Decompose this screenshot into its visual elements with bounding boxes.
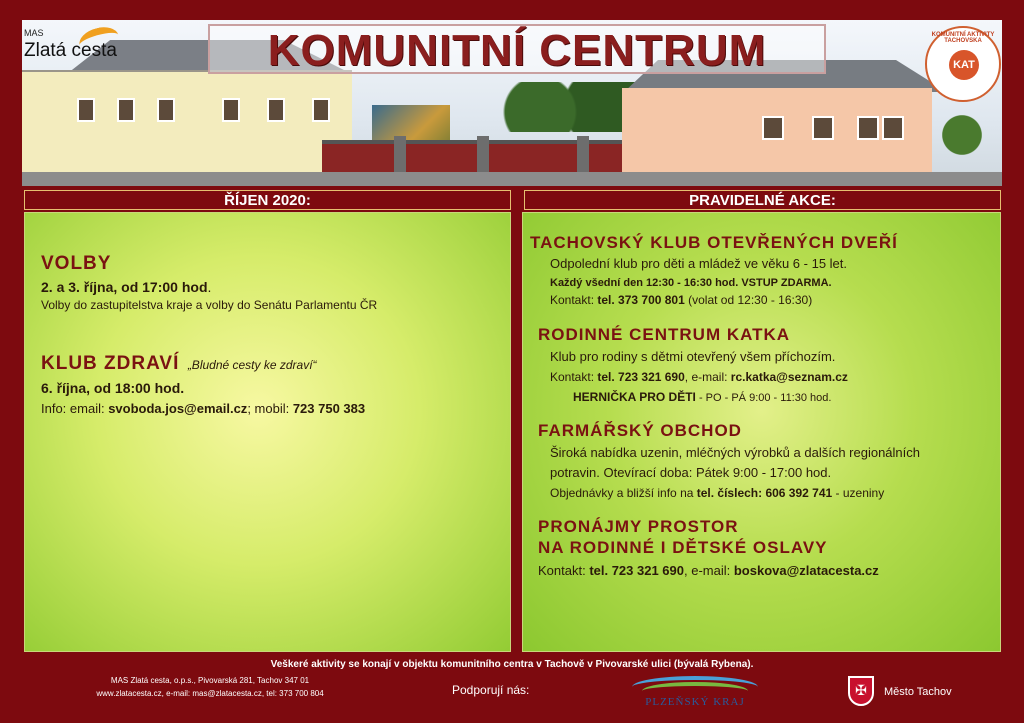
mesto-tachov-label: Město Tachov bbox=[884, 686, 952, 698]
farm-line3: Objednávky a bližší info na tel. číslech: 606 392 741 - uzeniny bbox=[550, 486, 885, 500]
footer-contact: www.zlatacesta.cz, e-mail: mas@zlatacesta.cz, tel: 373 700 804 bbox=[96, 689, 324, 698]
kat-logo: KOMUNITNÍ AKTIVITY TACHOVSKA KAT bbox=[925, 26, 1001, 102]
footer-note: Veškeré aktivity se konají v objektu komunitního centra v Tachově v Pivovarské ulici (bývalá Rybena). bbox=[270, 659, 754, 670]
regular-events-panel bbox=[522, 212, 1001, 652]
farm-title: FARMÁŘSKÝ OBCHOD bbox=[538, 421, 742, 440]
katka-line1: Klub pro rodiny s dětmi otevřený všem příchozím. bbox=[550, 349, 836, 364]
rental-contact: Kontakt: tel. 723 321 690, e-mail: boskova@zlatacesta.cz bbox=[538, 563, 879, 578]
regular-events-header: PRAVIDELNÉ AKCE: bbox=[524, 190, 1001, 210]
klub-date: 6. října, od 18:00 hod. bbox=[41, 380, 185, 396]
footer-address: MAS Zlatá cesta, o.p.s., Pivovarská 281, Tachov 347 01 bbox=[110, 676, 310, 685]
support-label: Podporují nás: bbox=[452, 683, 530, 697]
plzensky-kraj-logo: PLZEŇSKÝ KRAJ bbox=[632, 676, 758, 710]
volby-title: VOLBY bbox=[41, 253, 112, 274]
katka-title: RODINNÉ CENTRUM KATKA bbox=[538, 325, 791, 344]
katka-line3: HERNIČKA PRO DĚTI - PO - PÁ 9:00 - 11:30 hod. bbox=[573, 390, 832, 404]
rental-email[interactable]: boskova@zlatacesta.cz bbox=[733, 563, 879, 578]
klub-zdravi-heading: KLUB ZDRAVÍ „Bludné cesty ke zdraví“ bbox=[41, 353, 317, 374]
klub-email[interactable]: svoboda.jos@email.cz bbox=[108, 401, 248, 416]
tkod-line3: Kontakt: tel. 373 700 801 (volat od 12:30 - 16:30) bbox=[550, 293, 813, 307]
october-header: ŘÍJEN 2020: bbox=[24, 190, 511, 210]
mas-zlata-cesta-logo: MAS Zlatá cesta bbox=[24, 28, 124, 72]
tachov-coat-of-arms-icon: ✠ bbox=[848, 676, 874, 706]
tkod-title: TACHOVSKÝ KLUB OTEVŘENÝCH DVEŘÍ bbox=[530, 233, 898, 252]
klub-info: Info: email: svoboda.jos@email.cz; mobil: 723 750 383 bbox=[41, 401, 366, 416]
katka-line2: Kontakt: tel. 723 321 690, e-mail: rc.katka@seznam.cz bbox=[550, 370, 848, 384]
tkod-line2: Každý všední den 12:30 - 16:30 hod. VSTUP ZDARMA. bbox=[550, 277, 832, 289]
tkod-line1: Odpolední klub pro děti a mládež ve věku 6 - 15 let. bbox=[550, 256, 848, 271]
volby-desc: Volby do zastupitelstva kraje a volby do Senátu Parlamentu ČR bbox=[41, 298, 378, 312]
farm-line2: potravin. Otevírací doba: Pátek 9:00 - 17:00 hod. bbox=[550, 465, 832, 480]
katka-email[interactable]: rc.katka@seznam.cz bbox=[730, 370, 848, 384]
volby-date: 2. a 3. října, od 17:00 hod. bbox=[41, 279, 212, 295]
building-left bbox=[22, 70, 352, 180]
rental-title-2: NA RODINNÉ I DĚTSKÉ OSLAVY bbox=[538, 538, 828, 557]
rental-title-1: PRONÁJMY PROSTOR bbox=[538, 517, 739, 536]
farm-line1: Široká nabídka uzenin, mléčných výrobků a dalších regionálních bbox=[550, 445, 920, 460]
page-title: KOMUNITNÍ CENTRUM bbox=[267, 26, 767, 75]
october-panel bbox=[24, 212, 511, 652]
